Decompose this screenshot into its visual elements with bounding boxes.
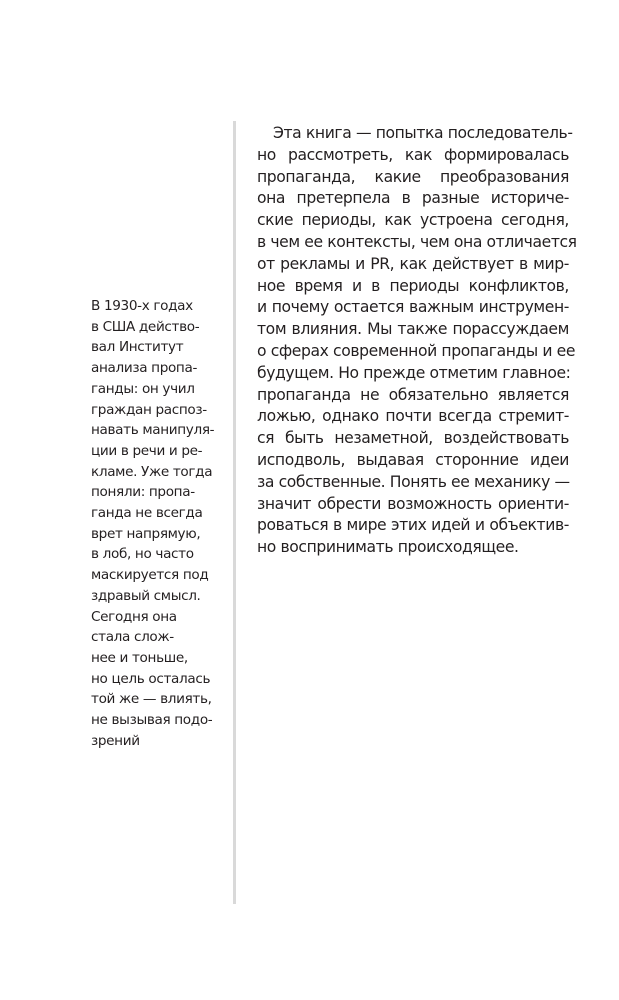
side-note-line: вал Институт bbox=[91, 339, 184, 356]
side-note-line: зрений bbox=[91, 732, 140, 749]
main-text-line: ное время и в периоды конфликтов, bbox=[257, 276, 569, 295]
side-note-line: Сегодня она bbox=[91, 608, 177, 625]
main-text-line: исподволь, выдавая сторонние идеи bbox=[257, 450, 569, 469]
main-text-line: она претерпела в разные историче- bbox=[257, 189, 569, 208]
side-note-line: здравый смысл. bbox=[91, 587, 201, 604]
main-text-line: но рассмотреть, как формировалась bbox=[257, 145, 569, 164]
side-note-line: В 1930-х годах bbox=[91, 298, 193, 314]
side-note-line: ганды: он учил bbox=[91, 380, 195, 397]
side-note bbox=[91, 296, 226, 751]
side-note-line: маскируется под bbox=[91, 567, 209, 584]
main-paragraph bbox=[257, 123, 577, 559]
side-note-line: но цель осталась bbox=[91, 670, 211, 687]
side-note-line: стала слож- bbox=[91, 629, 174, 646]
side-note-line: поняли: пропа- bbox=[91, 484, 195, 501]
main-text-line: и почему остается важным инструмен- bbox=[257, 298, 569, 317]
side-note-line: врет напрямую, bbox=[91, 525, 201, 542]
main-text-line: в чем ее контексты, чем она отличается bbox=[257, 232, 577, 251]
main-text-line: значит обрести возможность ориенти- bbox=[257, 494, 569, 513]
main-text-line: за собственные. Понять ее механику — bbox=[257, 472, 570, 491]
side-note-line: не вызывая подо- bbox=[91, 712, 213, 729]
main-text-line: пропаганда, какие преобразования bbox=[257, 167, 569, 186]
main-text-line: ские периоды, как устроена сегодня, bbox=[257, 211, 569, 230]
side-note-line: граждан распоз- bbox=[91, 401, 207, 418]
side-note-line: в США действо- bbox=[91, 318, 200, 335]
main-text-line: ложью, однако почти всегда стремит- bbox=[257, 407, 569, 426]
main-text-line: пропаганда не обязательно является bbox=[257, 385, 569, 404]
main-text-line: от рекламы и PR, как действует в мир- bbox=[257, 254, 569, 273]
main-text-line: ся быть незаметной, воздействовать bbox=[257, 429, 569, 448]
main-text-line: Эта книга — попытка последователь- bbox=[273, 124, 573, 142]
side-note-line: кламе. Уже тогда bbox=[91, 463, 213, 480]
main-text-line: будущем. Но прежде отметим главное: bbox=[257, 363, 571, 382]
side-note-line: анализа пропа- bbox=[91, 360, 198, 377]
vertical-divider bbox=[233, 121, 236, 904]
side-note-line: навать манипуля- bbox=[91, 422, 215, 439]
side-note-line: ганда не всегда bbox=[91, 505, 203, 522]
main-text-line: о сферах современной пропаганды и ее bbox=[257, 341, 576, 360]
main-text-line: но воспринимать происходящее. bbox=[257, 538, 519, 557]
side-note-line: той же — влиять, bbox=[91, 691, 212, 708]
main-text-line: том влияния. Мы также порассуждаем bbox=[257, 320, 569, 339]
side-note-line: ции в речи и ре- bbox=[91, 442, 203, 459]
side-note-line: в лоб, но часто bbox=[91, 546, 194, 563]
side-note-line: нее и тоньше, bbox=[91, 649, 188, 666]
main-text-line: роваться в мире этих идей и объектив- bbox=[257, 516, 569, 535]
